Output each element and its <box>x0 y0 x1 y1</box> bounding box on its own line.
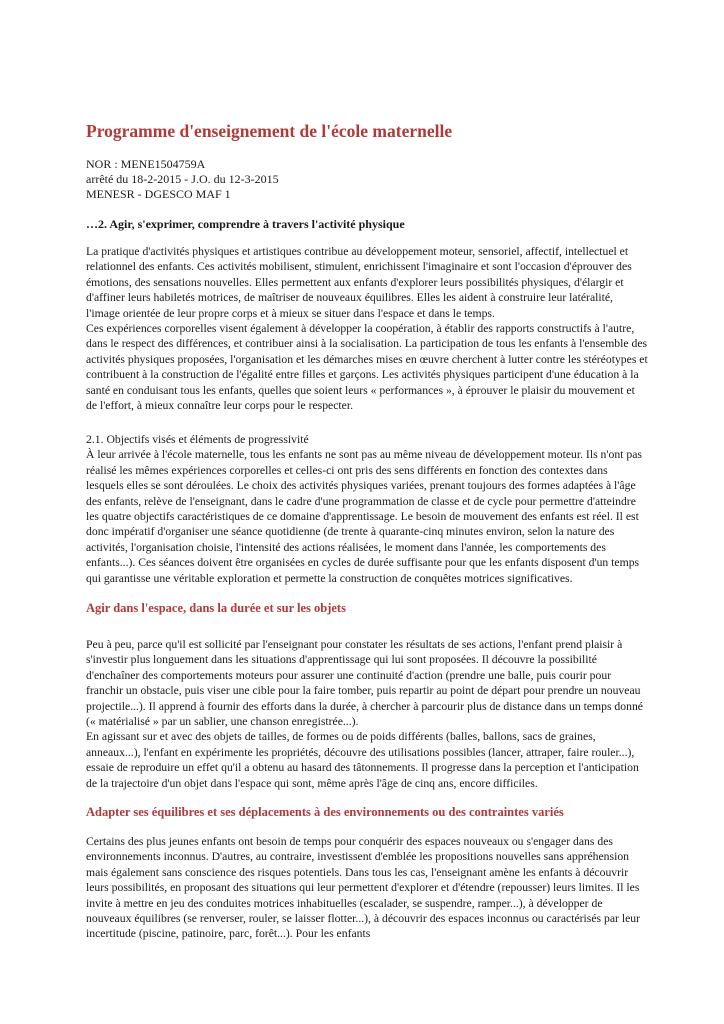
menesr-reference: MENESR - DGESCO MAF 1 <box>86 187 231 201</box>
intro-paragraph-2: Ces expériences corporelles visent également à développer la coopération, à établir des rapports constructifs à l'autre, dans le respect des différences, et contribuer ainsi à la socialisation. La participation de tous les enfants à l'ensemble des activités physiques proposées, l'organisation et les démarches mises en œuvre cherchent à lutter contre les stéréotypes et contribuent à la construction de l'égalité entre filles et garçons. Les activités physiques participent d'une éducation à la santé en conduisant tous les enfants, quelles que soient leurs « performances », à éprouver le plaisir du mouvement et de l'effort, à mieux connaître leur corps pour le respecter. <box>86 322 648 413</box>
objectifs-paragraph: À leur arrivée à l'école maternelle, tous les enfants ne sont pas au même niveau de développement moteur. Ils n'ont pas réalisé les mêmes expériences corporelles et celles-ci ont pris des sens différents en fonction des contextes dans lesquels elles se sont déroulées. Le choix des activités physiques variées, prenant toujours des formes adaptées à l'âge des enfants, relève de l'enseignant, dans le cadre d'une programmation de classe et de cycle pour permettre d'atteindre les quatre objectifs caractéristiques de ce domaine d'apprentissage. Le besoin de mouvement des enfants est réel. Il est donc impératif d'organiser une séance quotidienne (de trente à quarante-cinq minutes environ, selon la nature des activités, l'organisation choisie, l'intensité des actions réalisées, le moment dans l'année, les comportements des enfants...). Ces séances doivent être organisées en cycles de durée suffisante pour que les enfants disposent d'un temps qui garantisse une véritable exploration et permette la construction de conquêtes motrices significatives. <box>86 448 642 585</box>
objectifs-heading: 2.1. Objectifs visés et éléments de progressivité <box>86 433 309 446</box>
document-title: Programme d'enseignement de l'école maternelle <box>86 121 453 141</box>
objectifs-section <box>86 432 648 586</box>
arrete-date: arrêté du 18-2-2015 - J.O. du 12-3-2015 <box>86 172 279 186</box>
adapter-heading: Adapter ses équilibres et ses déplacements à des environnements ou des contraintes variés <box>86 805 564 819</box>
adapter-section <box>86 834 648 942</box>
adapter-paragraph-1: Certains des plus jeunes enfants ont besoin de temps pour conquérir des espaces nouveaux ou s'engager dans des environnements inconnus. D'autres, au contraire, investissent d'emblée les propositions nouvelles sans appréhension mais également sans conscience des risques potentiels. Dans tous les cas, l'enseignant amène les enfants à découvrir leurs possibilités, en proposant des situations qui leur permettent d'explorer et d'étendre (repousser) leurs limites. Il les invite à mettre en jeu des conduites motrices inhabituelles (escalader, se suspendre, ramper...), à développer de nouveaux équilibres (se renverser, rouler, se laisser flotter...), à découvrir des espaces inconnus ou caractérisés par leur incertitude (piscine, patinoire, parc, forêt...). Pour les enfants <box>86 835 640 941</box>
section-heading: …2. Agir, s'exprimer, comprendre à travers l'activité physique <box>86 217 405 231</box>
agir-section <box>86 637 648 791</box>
agir-paragraph-2: En agissant sur et avec des objets de tailles, de formes ou de poids différents (balles, ballons, sacs de graines, anneaux...), l'enfant en expérimente les propriétés, découvre des utilisations possibles (lancer, attraper, faire rouler...), essaie de reproduire un effet qu'il a obtenu au hasard des tâtonnements. Il progresse dans la perception et l'anticipation de la trajectoire d'un objet dans l'espace qui sont, même après l'âge de cinq ans, encore difficiles. <box>86 730 639 790</box>
intro-paragraph-1: La pratique d'activités physiques et artistiques contribue au développement moteur, sensoriel, affectif, intellectuel et relationnel des enfants. Ces activités mobilisent, stimulent, enrichissent l'imaginaire et sont l'occasion d'éprouver des émotions, des sensations nouvelles. Elles permettent aux enfants d'explorer leurs possibilités physiques, d'élargir et d'affiner leurs habiletés motrices, de maîtriser de nouveaux équilibres. Elles les aident à construire leur latéralité, l'image orientée de leur propre corps et à mieux se situer dans l'espace et dans le temps. <box>86 245 632 320</box>
nor-reference: NOR : MENE1504759A <box>86 157 206 171</box>
agir-paragraph-1: Peu à peu, parce qu'il est sollicité par l'enseignant pour constater les résultats de ses actions, l'enfant prend plaisir à s'investir plus longuement dans les situations d'apprentissage qui lui sont proposées. Il découvre la possibilité d'enchaîner des comportements moteurs pour assurer une continuité d'action (prendre une balle, puis courir pour franchir un obstacle, puis viser une cible pour la faire tomber, puis repartir au point de départ pour prendre un nouveau projectile...). Il apprend à fournir des efforts dans la durée, à chercher à parcourir plus de distance dans un temps donné (« matérialisé » par un sablier, une chanson enregistrée...). <box>86 638 643 729</box>
document-metadata <box>86 157 279 202</box>
agir-heading: Agir dans l'espace, dans la durée et sur les objets <box>86 601 346 615</box>
intro-section <box>86 244 648 413</box>
